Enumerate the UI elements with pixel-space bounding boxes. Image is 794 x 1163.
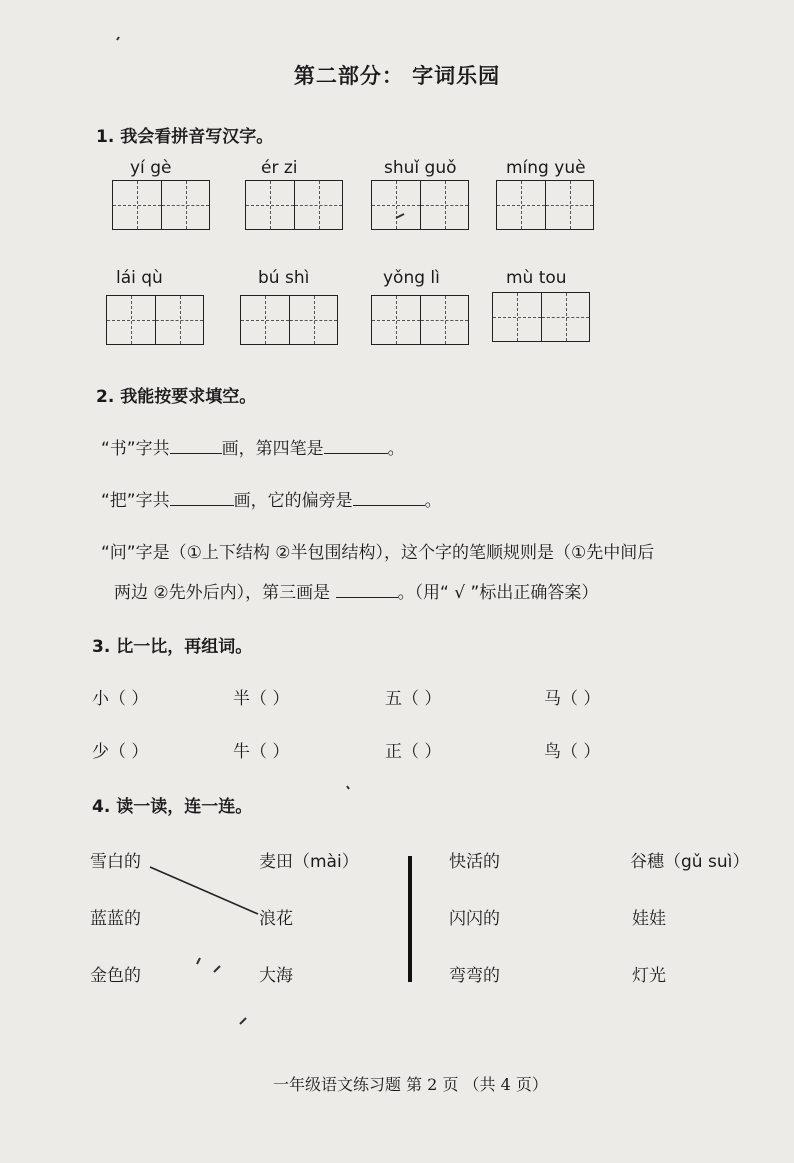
page-title: 第二部分： 字词乐园 — [293, 64, 501, 88]
compare-item-2[interactable]: 半（ ） — [233, 689, 290, 709]
compare-item-3[interactable]: 五（ ） — [385, 689, 442, 709]
pinyin-2: ér zi — [261, 158, 298, 178]
question-4-heading: 4. 读一读，连一连。 — [92, 797, 253, 817]
question-1-heading: 1. 我会看拼音写汉字。 — [96, 127, 274, 147]
pinyin-8: mù tou — [506, 268, 567, 288]
compare-item-5[interactable]: 少（ ） — [92, 742, 149, 762]
stray-mark-2 — [214, 966, 220, 972]
pinyin-6: bú shì — [258, 268, 310, 288]
match-mid-3[interactable]: 大海 — [259, 966, 293, 986]
match-right-left-2[interactable]: 闪闪的 — [449, 909, 500, 929]
pinyin-5: lái qù — [116, 268, 163, 288]
stray-mark-6 — [347, 786, 349, 789]
match-right-left-1[interactable]: 快活的 — [449, 852, 500, 872]
stray-mark-4 — [117, 37, 119, 40]
match-left-3[interactable]: 金色的 — [90, 966, 141, 986]
match-mid-1[interactable]: 麦田（mài） — [259, 852, 359, 872]
match-left-1[interactable]: 雪白的 — [90, 852, 141, 872]
fill-line-3: “问”字是（①上下结构 ②半包围结构），这个字的笔顺规则是（①先中间后 — [101, 543, 655, 563]
compare-item-8[interactable]: 鸟（ ） — [544, 742, 601, 762]
fill-line-1: “书”字共 画，第四笔是 。 — [101, 434, 405, 459]
stray-mark-3 — [240, 1018, 246, 1024]
fill-line-2: “把”字共 画，它的偏旁是 。 — [101, 486, 442, 511]
match-mid-2[interactable]: 浪花 — [259, 909, 293, 929]
pinyin-4: míng yuè — [506, 158, 586, 178]
stray-mark-1 — [197, 958, 200, 964]
page-footer: 一年级语文练习题 第 2 页 （共 4 页） — [273, 1075, 548, 1094]
match-left-2[interactable]: 蓝蓝的 — [90, 909, 141, 929]
match-right-left-3[interactable]: 弯弯的 — [449, 966, 500, 986]
match-right-3[interactable]: 灯光 — [632, 966, 666, 986]
compare-item-7[interactable]: 正（ ） — [385, 742, 442, 762]
pinyin-1: yí gè — [130, 158, 172, 178]
match-right-2[interactable]: 娃娃 — [632, 909, 666, 929]
question-2-heading: 2. 我能按要求填空。 — [96, 387, 257, 407]
fill-line-4: 两边 ②先外后内），第三画是 。（用“ √ ”标出正确答案） — [114, 578, 598, 603]
compare-item-4[interactable]: 马（ ） — [544, 689, 601, 709]
compare-item-6[interactable]: 牛（ ） — [233, 742, 290, 762]
compare-item-1[interactable]: 小（ ） — [92, 689, 149, 709]
match-connecting-line — [150, 867, 258, 914]
match-right-1[interactable]: 谷穗（gǔ suì） — [630, 852, 750, 872]
pinyin-3: shuǐ guǒ — [384, 158, 457, 178]
pinyin-7: yǒng lì — [383, 268, 440, 288]
question-3-heading: 3. 比一比，再组词。 — [92, 637, 253, 657]
stray-mark-5 — [396, 214, 404, 218]
